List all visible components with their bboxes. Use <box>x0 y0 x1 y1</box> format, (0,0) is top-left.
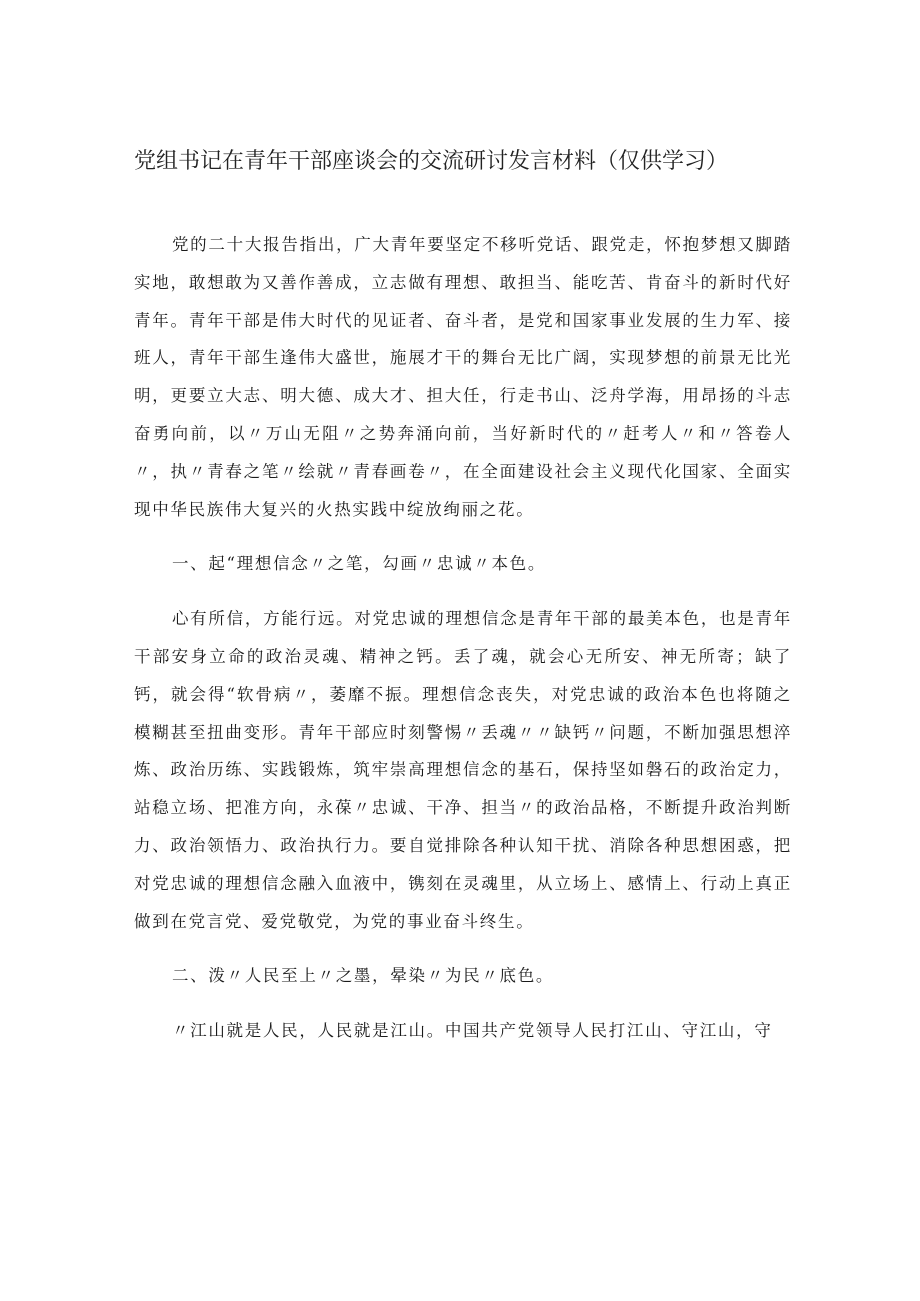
section-heading-2: 二、泼〃人民至上〃之墨，晕染〃为民〃底色。 <box>171 966 555 986</box>
section-heading-1: 一、起“理想信念〃之笔，勾画〃忠诚〃本色。 <box>171 554 547 574</box>
paragraph-section-2: 〃江山就是人民，人民就是江山。中国共产党领导人民打江山、守江山，守 <box>171 1021 773 1041</box>
paragraph-intro: 党的二十大报告指出，广大青年要坚定不移听党话、跟党走，怀抱梦想又脚踏实地，敢想敢为又善作善成，立志做有理想、敢担当、能吃苦、肯奋斗的新时代好青年。青年干部是伟大时代的见证者、奋斗者，是党和国家事业发展的生力军、接班人，青年干部生逢伟大盛世，施展才干的舞台无比广阔，实现梦想的前景无比光明，更要立大志、明大德、成大才、担大任，行走书山、泛舟学海，用昂扬的斗志奋勇向前，以〃万山无阻〃之势奔涌向前，当好新时代的〃赶考人〃和〃答卷人〃，执〃青春之笔〃绘就〃青春画卷〃，在全面建设社会主义现代化国家、全面实现中华民族伟大复兴的火热实践中绽放绚丽之花。 <box>134 235 792 519</box>
paragraph-section-1: 心有所信，方能行远。对党忠诚的理想信念是青年干部的最美本色，也是青年干部安身立命的政治灵魂、精神之钙。丢了魂，就会心无所安、神无所寄；缺了钙，就会得“软骨病〃，萎靡不振。理想信念丧失，对党忠诚的政治本色也将随之模糊甚至扭曲变形。青年干部应时刻警惕〃丢魂〃〃缺钙〃问题，不断加强思想淬炼、政治历练、实践锻炼，筑牢崇高理想信念的基石，保持坚如磐石的政治定力，站稳立场、把准方向，永葆〃忠诚、干净、担当〃的政治品格，不断提升政治判断力、政治领悟力、政治执行力。要自觉排除各种认知干扰、消除各种思想困惑，把对党忠诚的理想信念融入血液中，镌刻在灵魂里，从立场上、感情上、行动上真正做到在党言党、爱党敬党，为党的事业奋斗终生。 <box>134 609 792 931</box>
document-body <box>134 226 792 1067</box>
document-title: 党组书记在青年干部座谈会的交流研讨发言材料（仅供学习） <box>134 149 729 174</box>
